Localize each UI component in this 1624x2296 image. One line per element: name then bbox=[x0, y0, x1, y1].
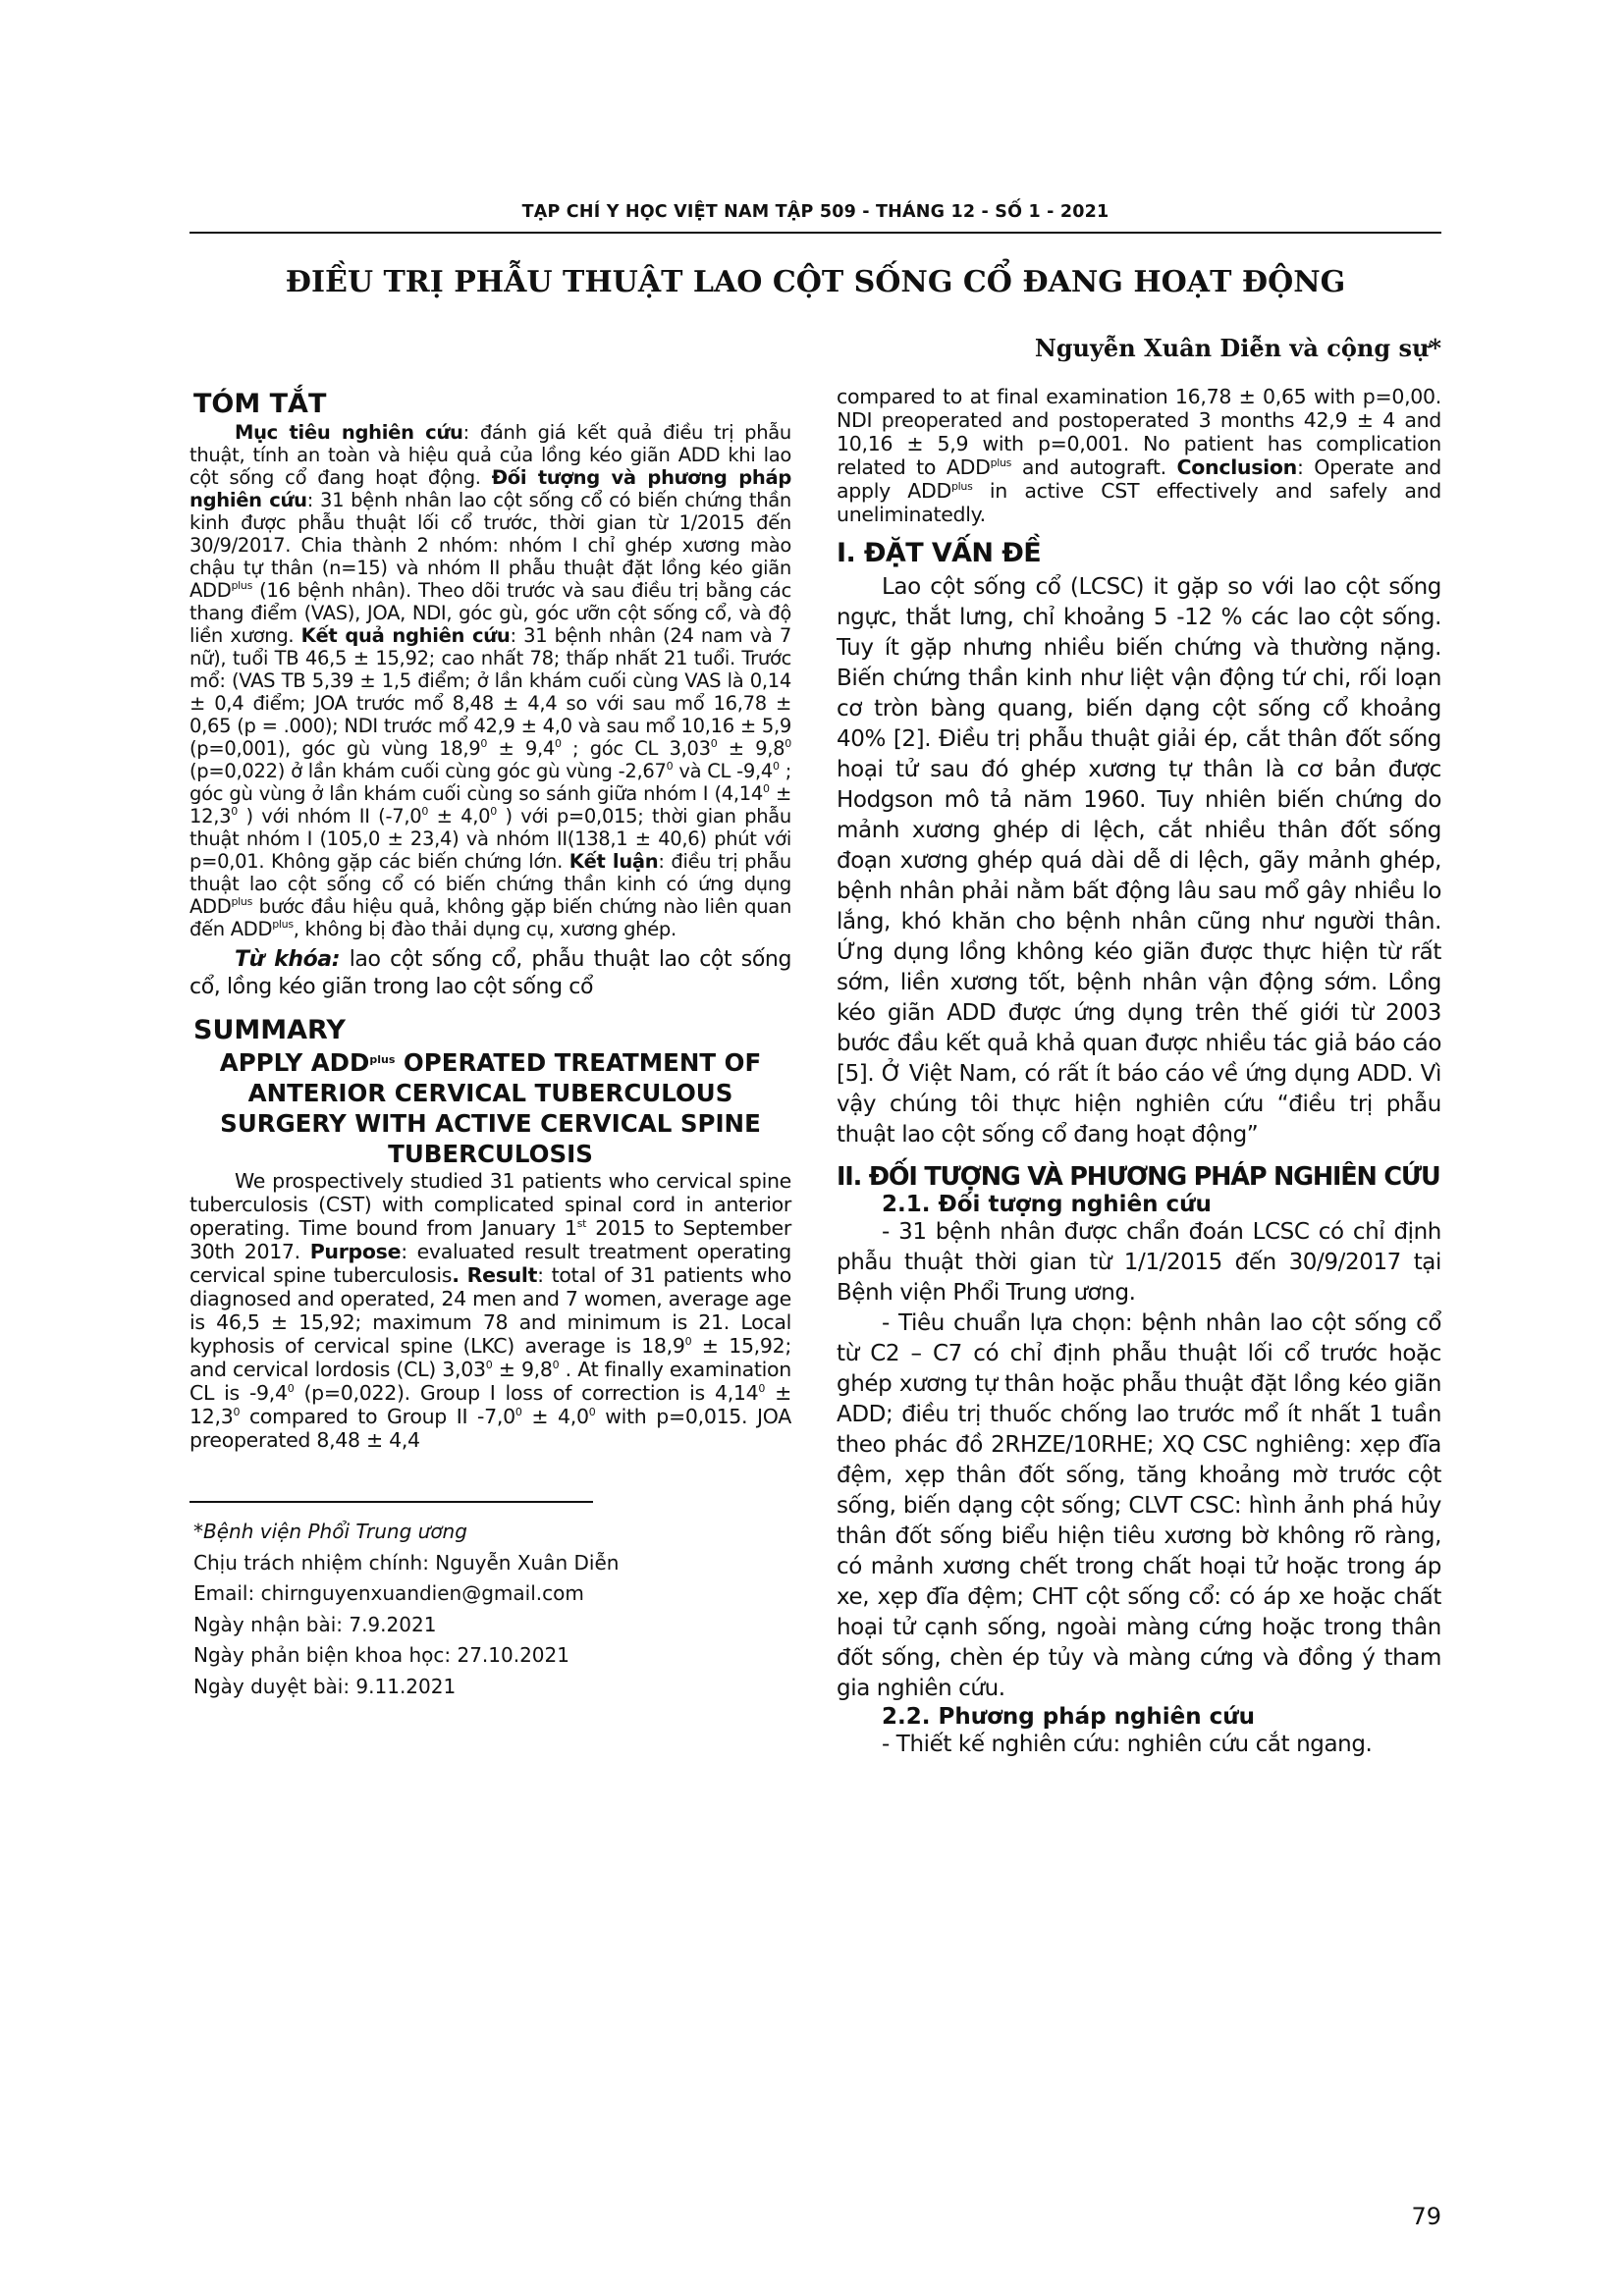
conclusion-label: Kết luận bbox=[568, 850, 659, 873]
summary-text-continued: compared to at final examination 16,78 ± 0,65 with p=0,00. NDI preoperated and postoperated 3 months 42,9 ± 4 and 10,16 ± 5,9 with p=0,001. No patient has complication related to $ADD^{plus}$ and autograft. Conclusion: Operate and apply $ADD^{plus}$ in active CST effectively and safely and uneliminatedly. bbox=[837, 385, 1442, 526]
accepted-date: Ngày duyệt bài: 9.11.2021 bbox=[193, 1674, 457, 1698]
footnote-rule bbox=[189, 1501, 593, 1503]
abstract-heading: TÓM TẮT bbox=[193, 389, 327, 419]
section2-heading: II. ĐỐI TƯỢNG VÀ PHƯƠNG PHÁP NGHIÊN CỨU bbox=[837, 1162, 1440, 1192]
received-date: Ngày nhận bài: 7.9.2021 bbox=[193, 1612, 437, 1636]
results-label: Kết quả nghiên cứu bbox=[300, 624, 511, 647]
result-label: Result bbox=[466, 1263, 538, 1287]
purpose-label: Purpose bbox=[309, 1240, 402, 1263]
section2-2-heading: 2.2. Phương pháp nghiên cứu bbox=[882, 1704, 1256, 1730]
left-column bbox=[189, 385, 791, 1702]
summary-heading: SUMMARY bbox=[193, 1015, 346, 1045]
journal-header: TẠP CHÍ Y HỌC VIỆT NAM TẬP 509 - THÁNG 12 - SỐ 1 - 2021 bbox=[521, 202, 1110, 222]
keywords-label: Từ khóa: bbox=[235, 947, 341, 972]
page-number: 79 bbox=[1411, 2203, 1441, 2230]
section2-1-heading: 2.1. Đối tượng nghiên cứu bbox=[882, 1192, 1212, 1217]
section2-p1: - 31 bệnh nhân được chẩn đoán LCSC có chỉ định phẫu thuật thời gian từ 1/1/2015 đến 30/9/2017 tại Bệnh viện Phổi Trung ương. bbox=[837, 1219, 1441, 1306]
conclusion-en-label: Conclusion bbox=[1176, 455, 1297, 479]
right-column bbox=[837, 385, 1441, 1760]
section2-p2: - Tiêu chuẩn lựa chọn: bệnh nhân lao cột sống cổ từ C2 – C7 có chỉ định phẫu thuật lối cổ trước hoặc ghép xương tự thân hoặc phẫu thuật đặt lồng kéo giãn ADD; điều trị thuốc chống lao trước mổ ít nhất 1 tuần theo phác đồ 2RHZE/10RHE; XQ CSC nghiêng: xẹp đĩa đệm, xẹp thân đốt sống, tăng khoảng mờ trước cột sống, biến dạng cột sống; CLVT CSC: hình ảnh phá hủy thân đốt sống biểu hiện tiêu xương bờ không rõ ràng, có mảnh xương chết trong chất hoại tử hoặc trong áp xe, xẹp đĩa đệm; CHT cột sống cổ: có áp xe hoặc chất hoại tử cạnh sống, ngoài màng cứng hoặc trong thân đốt sống, chèn ép tủy và màng cứng và đồng ý tham gia nghiên cứu. bbox=[837, 1310, 1441, 1701]
affiliation: *Bệnh viện Phổi Trung ương bbox=[193, 1520, 467, 1543]
review-date: Ngày phản biện khoa học: 27.10.2021 bbox=[193, 1643, 569, 1667]
responsible-author: Chịu trách nhiệm chính: Nguyễn Xuân Diễn bbox=[193, 1550, 620, 1575]
abstract-vi-text: Mục tiêu nghiên cứu: đánh giá kết quả điều trị phẫu thuật, tính an toàn và hiệu quả của lồng kéo giãn ADD khi lao cột sống cổ đang hoạt động. Đối tượng và phương pháp nghiên cứu: 31 bệnh nhân lao cột sống cổ có biến chứng thần kinh được phẫu thuật lối cổ trước, thời gian từ 1/2015 đến 30/9/2017. Chia thành 2 nhóm: nhóm I chỉ ghép xương mào chậu tự thân (n=15) và nhóm II phẫu thuật đặt lồng kéo giãn $ADD^{plus}$ (16 bệnh nhân). Theo dõi trước và sau điều trị bằng các thang điểm (VAS), JOA, NDI, góc gù, góc ưỡn cột sống cổ, và độ liền xương. Kết quả nghiên cứu: 31 bệnh nhân (24 nam và 7 nữ), tuổi TB 46,5 ± 15,92; cao nhất 78; thấp nhất 21 tuổi. Trước mổ: (VAS TB 5,39 ± 1,5 điểm; ở lần khám cuối cùng VAS là 0,14 ± 0,4 điểm; JOA trước mổ 8,48 ± 4,4 so với sau mổ 16,78 ± 0,65 (p = .000); NDI trước mổ 42,9 ± 4,0 và sau mổ 10,16 ± 5,9 (p=0,001), góc gù vùng $18,9^0 \pm 9,4^0$ ; góc CL $3,03^0 \pm 9,8^0$ (p=0,022) ở lần khám cuối cùng góc gù vùng -2,67$^0$ và CL $-9,4^0$ ; góc gù vùng ở lần khám cuối cùng so sánh giữa nhóm I ($4,14^0 \pm 12,3^0$ ) với nhóm II ($-7,0^0 \pm 4,0^0$ ) với p=0,015; thời gian phẫu thuật nhóm I (105,0 ± 23,4) và nhóm II(138,1 ± 40,6) phút với p=0,01. Không gặp các biến chứng lớn. Kết luận: điều trị phẫu thuật lao cột sống cổ có biến chứng thần kinh có ứng dụng $ADD^{plus}$ bước đầu hiệu quả, không gặp biến chứng nào liên quan đến $ADD^{plus}$, không bị đào thải dụng cụ, xương ghép. bbox=[189, 421, 792, 940]
authors: Nguyễn Xuân Diễn và cộng sự* bbox=[1034, 334, 1441, 362]
section1-body: Lao cột sống cổ (LCSC) it gặp so với lao cột sống ngực, thắt lưng, chỉ khoảng 5 -12 % các lao cột sống. Tuy ít gặp nhưng nhiều biến chứng và thường nặng. Biến chứng thần kinh như liệt vận động tứ chi, rối loạn cơ tròn bàng quang, biến dạng cột sống cổ khoảng 40% [2]. Điều trị phẫu thuật giải ép, cắt thân đốt sống hoại tử sau đó ghép xương tự thân là cơ bản được Hodgson mô tả năm 1960. Tuy nhiên biến chứng do mảnh xương ghép di lệch, cắt nhiều thân đốt sống đoạn xương ghép quá dài dễ di lệch, gãy mảnh ghép, bệnh nhân phải nằm bất động lâu sau mổ gây nhiều lo lắng, khó khăn cho bệnh nhân cũng như người thân. Ứng dụng lồng không kéo giãn được thực hiện từ rất sớm, liền xương tốt, bệnh nhân vận động sớm. Lồng kéo giãn ADD được ứng dụng trên thế giới từ 2003 bước đầu kết quả khả quan được nhiều tác giả báo cáo [5]. Ở Việt Nam, có rất ít báo cáo về ứng dụng ADD. Vì vậy chúng tôi thực hiện nghiên cứu “điều trị phẫu thuật lao cột sống cổ đang hoạt động” bbox=[837, 574, 1441, 1148]
email: Email: chirnguyenxuandien@gmail.com bbox=[193, 1581, 584, 1605]
objective-label: Mục tiêu nghiên cứu bbox=[235, 421, 463, 444]
section1-heading: I. ĐẶT VẤN ĐỀ bbox=[837, 538, 1042, 568]
section2-p3: - Thiết kế nghiên cứu: nghiên cứu cắt ngang. bbox=[882, 1732, 1373, 1757]
summary-title: APPLY $ADD^{plus}$ OPERATED TREATMENT OF ANTERIOR CERVICAL TUBERCULOUS SURGERY WITH ACTIVE CERVICAL SPINE TUBERCULOSIS bbox=[219, 1048, 762, 1168]
header-rule bbox=[189, 232, 1441, 234]
keywords: Từ khóa: lao cột sống cổ, phẫu thuật lao cột sống cổ, lồng kéo giãn trong lao cột sống cổ bbox=[189, 947, 792, 999]
methods-label: Đối tượng và phương pháp nghiên cứu bbox=[189, 466, 791, 511]
summary-text: We prospectively studied 31 patients who cervical spine tuberculosis (CST) with complicated spinal cord in anterior operating. Time bound from January 1st 2015 to September 30th 2017. Purpose: evaluated result treatment operating cervical spine tuberculosis. Result: total of 31 patients who diagnosed and operated, 24 men and 7 women, average age is 46,5 ± 15,92; maximum 78 and minimum is 21. Local kyphosis of cervical spine (LKC) average is $18,9^0 \pm 15,92$; and cervical lordosis (CL) $3,03^0 \pm 9,8^0$ . At finally examination CL is $-9,4^0$ (p=0,022). Group I loss of correction is $4,14^0 \pm 12,3^0$ compared to Group II $-7,0^0 \pm 4,0^0$ with p=0,015. JOA preoperated 8,48 ± 4,4 bbox=[189, 1169, 791, 1452]
article-title: ĐIỀU TRỊ PHẪU THUẬT LAO CỘT SỐNG CỔ ĐANG HOẠT ĐỘNG bbox=[285, 265, 1346, 299]
footnote bbox=[189, 1517, 791, 1702]
